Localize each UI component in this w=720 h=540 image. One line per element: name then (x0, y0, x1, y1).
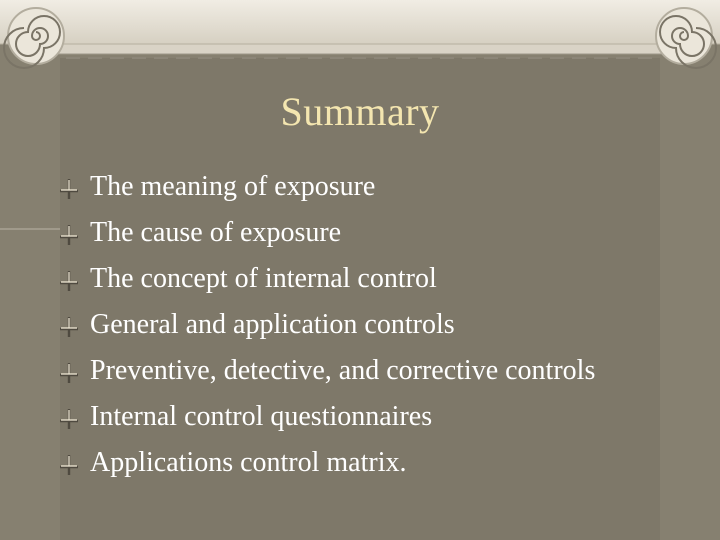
bullet-text: General and application controls (90, 309, 455, 340)
bullet-text: Applications control matrix. (90, 447, 407, 478)
bullet-text: Internal control questionnaires (90, 401, 433, 432)
bullet-text: The concept of internal control (90, 263, 437, 294)
bullet-text: The meaning of exposure (90, 171, 376, 202)
cross-bullet-icon (58, 270, 80, 292)
bullet-text: The cause of exposure (90, 217, 342, 248)
cross-bullet-icon (58, 454, 80, 476)
cross-bullet-icon (58, 224, 80, 246)
bullet-item (58, 170, 678, 204)
cross-bullet-icon (58, 362, 80, 384)
bullet-item (58, 354, 678, 388)
bullet-item (58, 262, 678, 296)
cross-bullet-icon (58, 316, 80, 338)
capital-band (0, 0, 720, 44)
architrave (40, 44, 680, 54)
bullet-list (58, 170, 678, 492)
bullet-item (58, 446, 678, 480)
bullet-item (58, 308, 678, 342)
bullet-text: Preventive, detective, and corrective controls (90, 355, 596, 386)
cross-bullet-icon (58, 178, 80, 200)
cross-bullet-icon (58, 408, 80, 430)
bullet-item (58, 216, 678, 250)
slide-title: Summary (280, 89, 440, 134)
bullet-item (58, 400, 678, 434)
